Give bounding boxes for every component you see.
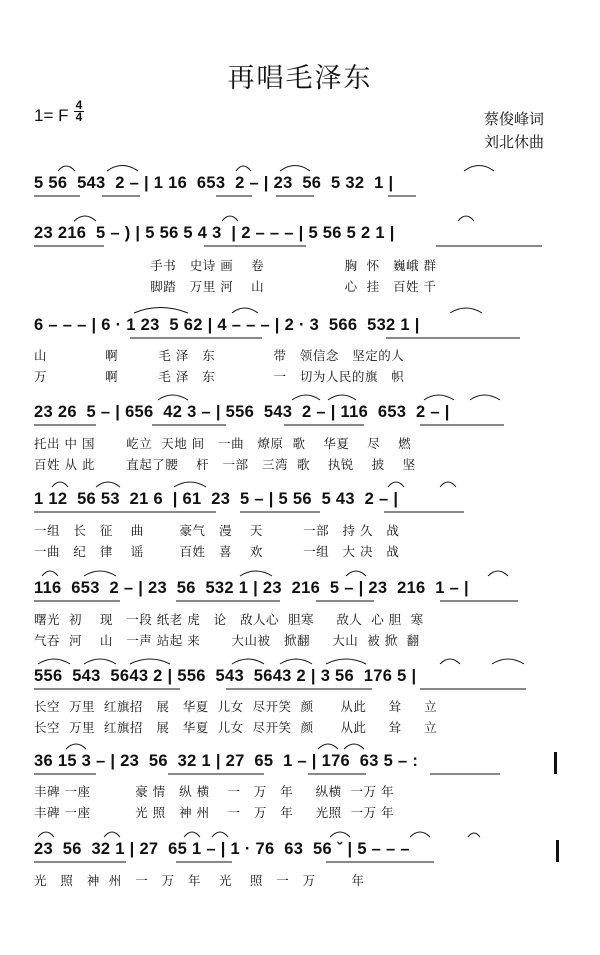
slur-mark [488,571,508,576]
lyric-line-5-2: 一曲 纪 律 谣 百姓 喜 欢 一组 大 决 战 [34,544,400,559]
slur-mark [424,395,454,400]
lyric-line-5-1: 一组 长 征 曲 豪气 漫 天 一部 持 久 战 [34,523,400,538]
lyric-line-2-2: 脚踏 万里 河 山 心 挂 百姓 千 [34,279,437,294]
slur-mark [66,744,86,749]
lyric-line-7-2: 长空 万里 红旗招 展 华夏 儿女 尽开笑 颜 从此 耸 立 [34,720,438,735]
key-signature: 1= F [34,106,69,125]
slur-mark [344,744,364,749]
slur-mark [440,659,460,664]
slur-mark [388,482,404,487]
slur-mark [470,395,500,400]
time-signature-top: 4 [75,98,83,112]
notation-line-8: 36 15 3 – | 23 56 32 1 | 27 65 1 – | 176 63 5 – : [34,752,419,770]
slur-mark [222,216,238,221]
lyric-line-4-1: 托出 中 国 屹立 天地 间 一曲 燎原 歌 华夏 尽 燃 [34,436,412,451]
slur-mark [134,308,188,314]
slur-mark [440,482,456,487]
slur-mark [38,832,54,837]
lyric-line-7-1: 长空 万里 红旗招 展 华夏 儿女 尽开笑 颜 从此 耸 立 [34,699,438,714]
slur-mark [58,166,75,171]
slur-mark [292,395,320,400]
song-title: 再唱毛泽东 [227,63,373,94]
slur-mark [184,832,200,837]
notation-line-3: 6 – – – | 6 · 1 23 5 62 | 4 – – – | 2 · 3 566 532 1 | [34,316,420,334]
notation-line-9: 23 56 32 1 | 27 65 1 – | 1 · 76 63 56 ˇ | 5 – – – [34,840,415,858]
lyric-line-2-1: 手书 史诗 画 卷 胸 怀 巍峨 群 [34,258,437,273]
slur-mark [74,216,96,221]
notation-line-4: 23 26 5 – | 656 42 3 – | 556 543 2 – | 116 653 2 – | [34,403,450,421]
lyric-line-4-2: 百姓 从 此 直起了腰 杆 一部 三湾 歌 执锐 披 坚 [34,457,416,472]
slur-mark [468,833,480,837]
slur-mark [42,571,58,576]
lyric-line-8-2: 丰碑 一座 光 照 神 州 一 万 年 光照 一万 年 [34,805,395,820]
slur-mark [464,166,494,172]
slur-mark [328,395,356,400]
slur-mark [346,571,366,576]
slur-mark [96,482,120,487]
slur-mark [280,659,312,664]
slur-mark [458,216,474,221]
time-signature-bottom: 4 [75,110,83,124]
lyric-line-3-1: 山 啊 毛 泽 东 带 领信念 坚定的人 [34,348,405,363]
slur-mark [84,571,116,576]
lyric-line-9-1: 光 照 神 州 一 万 年 光 照 一 万 年 [34,873,365,888]
slur-mark [236,166,251,171]
slur-mark [492,659,524,664]
slur-mark [174,482,206,487]
notation-line-7: 556 543 5643 2 | 556 543 5643 2 | 3 56 176 5 | [34,667,417,685]
slur-mark [318,744,338,749]
slur-mark [104,832,120,837]
slur-mark [107,166,138,172]
notation-line-1: 5 56 543 2 – | 1 16 653 2 – | 23 56 5 32 1 | [34,174,394,192]
notation-line-6: 116 653 2 – | 23 56 532 1 | 23 216 5 – | 23 216 1 – | [34,579,469,597]
slur-mark [38,659,70,664]
slur-mark [240,571,272,576]
slur-mark [326,659,366,664]
slur-mark [212,832,228,837]
slur-mark [450,308,482,313]
lyric-line-8-1: 丰碑 一座 豪 情 纵 横 一 万 年 纵横 一万 年 [34,784,395,799]
lyric-line-3-2: 万 啊 毛 泽 东 一 切为人民的旗 帜 [34,369,405,384]
slur-mark [232,659,264,664]
slur-mark [232,308,258,313]
slur-mark [52,482,68,487]
notation-line-2: 23 216 5 – ) | 5 56 5 4 3 | 2 – – – | 5 56 5 2 1 | [34,224,395,242]
lyric-line-6-1: 曙光 初 现 一段 纸老 虎 论 敌人心 胆寒 敌人 心 胆 寒 [34,612,424,627]
slur-mark [158,395,188,400]
lyricist-credit: 蔡俊峰词 [484,110,545,128]
composer-credit: 刘北休曲 [484,133,545,151]
slur-mark [84,659,116,664]
notation-line-5: 1 12 56 53 21 6 | 61 23 5 – | 5 56 5 43 2 – | [34,490,399,508]
slur-mark [280,166,310,172]
lyric-line-6-2: 气吞 河 山 一声 站起 来 大山被 掀翻 大山 被 掀 翻 [34,633,420,648]
slur-mark [130,659,170,664]
slur-mark [410,832,430,837]
slur-mark [330,832,350,837]
